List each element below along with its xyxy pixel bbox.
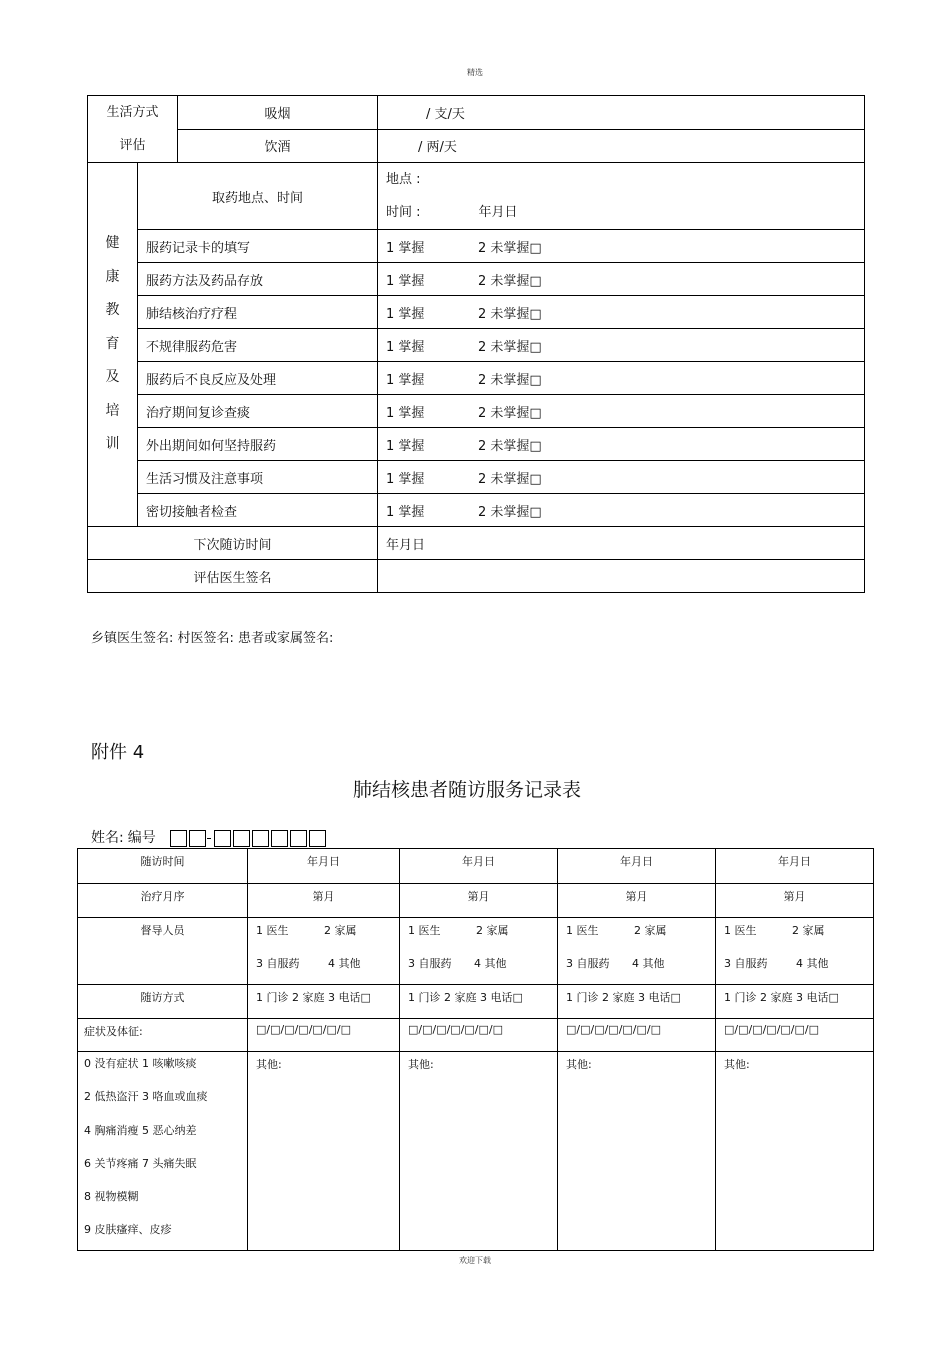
edu-item: 不规律服药危害 — [138, 329, 378, 362]
symptom-line: 4 胸痛消瘦 5 恶心纳差 — [84, 1123, 197, 1137]
form-title: 肺结核患者随访服务记录表 — [352, 779, 581, 801]
number-box[interactable] — [290, 830, 307, 847]
option-not-master: 2 未掌握□ — [478, 339, 542, 355]
visit-time-label: 随访时间 — [78, 849, 248, 884]
edu-item: 服药记录卡的填写 — [138, 230, 378, 263]
symptom-line: 6 关节疼痛 7 头痛失眠 — [84, 1156, 197, 1170]
option-master: 1 掌握 — [386, 273, 425, 289]
edu-item: 治疗期间复诊查痰 — [138, 395, 378, 428]
symptom-legend — [78, 1052, 248, 1251]
pickup-place: 地点 : — [386, 172, 421, 187]
other-symptom-field[interactable]: 其他: — [248, 1052, 400, 1251]
number-box[interactable] — [252, 830, 269, 847]
drinking-value — [378, 129, 865, 163]
edu-item: 外出期间如何坚持服药 — [138, 428, 378, 461]
sup-opt-doctor: 1 医生 — [566, 924, 599, 937]
doctor-sign-field[interactable] — [378, 560, 865, 593]
option-master: 1 掌握 — [386, 339, 425, 355]
edu-item: 服药后不良反应及处理 — [138, 362, 378, 395]
symptom-boxes[interactable]: □/□/□/□/□/□/□ — [400, 1019, 558, 1052]
method-options[interactable]: 1 门诊 2 家庭 3 电话□ — [558, 985, 716, 1019]
sup-opt-other: 4 其他 — [328, 957, 361, 970]
symptom-boxes[interactable]: □/□/□/□/□/□/□ — [558, 1019, 716, 1052]
doctor-sign-label: 评估医生签名 — [88, 560, 378, 593]
visit-time-value[interactable]: 年月日 — [248, 849, 400, 884]
lifestyle-section-label — [88, 96, 178, 163]
smoking-label: 吸烟 — [178, 96, 378, 130]
supervisor-options[interactable] — [716, 918, 874, 985]
option-master: 1 掌握 — [386, 372, 425, 388]
header-watermark: 精选 — [467, 68, 483, 77]
edu-option — [378, 461, 865, 494]
number-dash — [207, 838, 211, 839]
edu-option — [378, 329, 865, 362]
symptom-line: 0 没有症状 1 咳嗽咳痰 — [84, 1057, 197, 1070]
edu-option — [378, 296, 865, 329]
lifestyle-line2: 评估 — [119, 138, 146, 153]
section-char: 康 — [105, 268, 120, 285]
section-char: 及 — [105, 369, 120, 386]
month-value[interactable]: 第月 — [558, 884, 716, 918]
month-value[interactable]: 第月 — [716, 884, 874, 918]
sup-opt-family: 2 家属 — [476, 924, 509, 937]
next-visit-label: 下次随访时间 — [88, 527, 378, 560]
month-value[interactable]: 第月 — [400, 884, 558, 918]
option-not-master: 2 未掌握□ — [478, 372, 542, 388]
other-symptom-field[interactable]: 其他: — [400, 1052, 558, 1251]
name-number-row — [91, 827, 326, 847]
edu-option — [378, 494, 865, 527]
option-master: 1 掌握 — [386, 306, 425, 322]
supervisor-options[interactable] — [400, 918, 558, 985]
visit-time-value[interactable]: 年月日 — [558, 849, 716, 884]
edu-option — [378, 263, 865, 296]
next-visit-value: 年月日 — [378, 527, 865, 560]
month-label: 治疗月序 — [78, 884, 248, 918]
number-box[interactable] — [214, 830, 231, 847]
edu-option — [378, 395, 865, 428]
pickup-time-value: 年月日 — [478, 205, 518, 220]
section-char: 健 — [105, 235, 120, 252]
sup-opt-other: 4 其他 — [474, 957, 507, 970]
method-options[interactable]: 1 门诊 2 家庭 3 电话□ — [248, 985, 400, 1019]
other-symptom-field[interactable]: 其他: — [716, 1052, 874, 1251]
method-options[interactable]: 1 门诊 2 家庭 3 电话□ — [716, 985, 874, 1019]
month-value[interactable]: 第月 — [248, 884, 400, 918]
symptoms-label: 症状及体征: — [78, 1019, 248, 1052]
footer-watermark: 欢迎下载 — [459, 1256, 491, 1265]
method-label: 随访方式 — [78, 985, 248, 1019]
symptom-boxes[interactable]: □/□/□/□/□/□/□ — [716, 1019, 874, 1052]
sup-opt-doctor: 1 医生 — [256, 924, 289, 937]
option-not-master: 2 未掌握□ — [478, 306, 542, 322]
option-master: 1 掌握 — [386, 240, 425, 256]
edu-item: 密切接触者检查 — [138, 494, 378, 527]
supervisor-options[interactable] — [248, 918, 400, 985]
number-box[interactable] — [271, 830, 288, 847]
drinking-value-text: / 两/天 — [418, 140, 457, 156]
pickup-label: 取药地点、时间 — [138, 163, 378, 230]
edu-option — [378, 428, 865, 461]
number-box[interactable] — [309, 830, 326, 847]
health-edu-section-label — [88, 163, 138, 527]
method-options[interactable]: 1 门诊 2 家庭 3 电话□ — [400, 985, 558, 1019]
option-master: 1 掌握 — [386, 471, 425, 487]
followup-table — [77, 848, 874, 1251]
edu-item: 服药方法及药品存放 — [138, 263, 378, 296]
number-box[interactable] — [189, 830, 206, 847]
option-master: 1 掌握 — [386, 504, 425, 520]
other-symptom-field[interactable]: 其他: — [558, 1052, 716, 1251]
lifestyle-line1: 生活方式 — [106, 105, 159, 120]
visit-time-value[interactable]: 年月日 — [716, 849, 874, 884]
section-char: 育 — [105, 335, 120, 352]
symptom-line: 2 低热盗汗 3 咯血或血痰 — [84, 1090, 208, 1104]
sup-opt-family: 2 家属 — [324, 924, 357, 937]
number-label: 编号 — [127, 830, 156, 846]
smoking-value — [378, 96, 865, 130]
supervisor-label: 督导人员 — [78, 918, 248, 985]
section-char: 培 — [105, 402, 120, 419]
section-char: 教 — [105, 302, 120, 319]
option-master: 1 掌握 — [386, 405, 425, 421]
pickup-value — [378, 163, 865, 230]
edu-option — [378, 362, 865, 395]
sup-opt-doctor: 1 医生 — [724, 924, 757, 937]
pickup-time-label: 时间 : — [386, 205, 421, 220]
edu-option — [378, 230, 865, 263]
symptom-line: 9 皮肤瘙痒、皮疹 — [84, 1223, 172, 1237]
option-not-master: 2 未掌握□ — [478, 273, 542, 289]
number-box[interactable] — [170, 830, 187, 847]
option-not-master: 2 未掌握□ — [478, 504, 542, 520]
visit-time-value[interactable]: 年月日 — [400, 849, 558, 884]
option-not-master: 2 未掌握□ — [478, 405, 542, 421]
name-label: 姓名: — [91, 830, 124, 846]
pickup-time — [386, 196, 864, 229]
edu-item: 肺结核治疗疗程 — [138, 296, 378, 329]
option-not-master: 2 未掌握□ — [478, 438, 542, 454]
symptom-boxes[interactable]: □/□/□/□/□/□/□ — [248, 1019, 400, 1052]
smoking-value-text: / 支/天 — [426, 106, 465, 122]
sup-opt-doctor: 1 医生 — [408, 924, 441, 937]
section-char: 训 — [105, 436, 120, 453]
symptom-line: 8 视物模糊 — [84, 1190, 139, 1204]
sup-opt-other: 4 其他 — [796, 957, 829, 970]
sup-opt-self: 3 自服药 — [408, 957, 452, 970]
sup-opt-other: 4 其他 — [632, 957, 665, 970]
option-master: 1 掌握 — [386, 438, 425, 454]
drinking-label: 饮酒 — [178, 129, 378, 163]
sup-opt-self: 3 自服药 — [724, 957, 768, 970]
option-not-master: 2 未掌握□ — [478, 240, 542, 256]
attachment-label: 附件 4 — [91, 742, 145, 763]
option-not-master: 2 未掌握□ — [478, 471, 542, 487]
signatures-line: 乡镇医生签名: 村医签名: 患者或家属签名: — [91, 631, 334, 646]
number-box[interactable] — [233, 830, 250, 847]
edu-item: 生活习惯及注意事项 — [138, 461, 378, 494]
assessment-table — [87, 95, 865, 593]
sup-opt-self: 3 自服药 — [566, 957, 610, 970]
sup-opt-family: 2 家属 — [792, 924, 825, 937]
sup-opt-self: 3 自服药 — [256, 957, 300, 970]
supervisor-options[interactable] — [558, 918, 716, 985]
sup-opt-family: 2 家属 — [634, 924, 667, 937]
